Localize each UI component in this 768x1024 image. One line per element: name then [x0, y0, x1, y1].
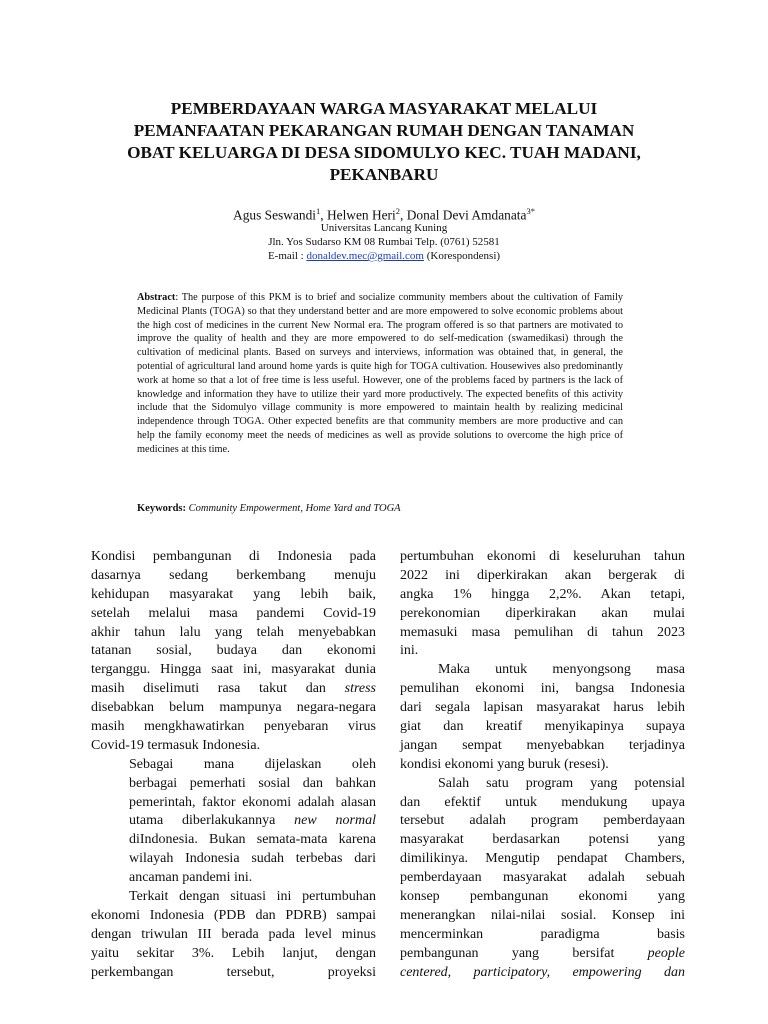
abstract-label: Abstract	[137, 292, 176, 303]
text-line	[91, 812, 376, 831]
text-line: perekonomian diperkirakan akan mulai	[400, 605, 685, 621]
affiliation-email-line	[100, 249, 668, 263]
text-line: kehidupan masyarakat yang lebih baik,	[91, 586, 376, 602]
paragraph	[91, 548, 376, 756]
text-line: konsep pembangunan ekonomi yang	[400, 889, 685, 905]
text-line: dari segala lapisan masyarakat harus lebih	[400, 700, 685, 716]
text-line: Sebagai mana dijelaskan oleh	[129, 756, 376, 772]
paragraph	[91, 756, 376, 888]
keywords-label: Keywords:	[137, 503, 186, 514]
author-affiliation-mark: 1	[316, 206, 321, 216]
text-line: tersebut adalah program pemberdayaan	[400, 813, 685, 829]
text-line: Kondisi pembangunan di Indonesia pada	[91, 549, 376, 564]
email-prefix: E-mail :	[267, 250, 307, 262]
abstract-text: : The purpose of this PKM is to brief and socialize community members about the cultivation of Family Medicinal Plants (TOGA) so that they understand better and are more empowered to solve economic problems about the high cost of medicines in the current New Normal era. The program offered is so that partners are motivated to improve the quality of health and they are more empowered to do self-medication (swamedikasi) through the cultivation of medicinal plants. Based on surveys and interviews, information was obtained that, in general, the potential of agricultural land around home yards is quite high for TOGA cultivation. Housewives also predominantly work at home so that a lot of free time is less useful. However, one of the problems faced by partners is the lack of knowledge and information they have to utilize their yard more productively. The expected benefits of this activity include that the Sidomulyo village community is more empowered to maintain health by realizing medicinal independence through TOGA. Other expected benefits are that community members are more productive and can help the family economy meet the needs of medicines as well as provide solutions to overcome the high price of medicines at this time.	[137, 292, 623, 455]
author-name: Donal Devi Amdanata	[406, 207, 527, 223]
text-line: jangan sempat menyebabkan terjadinya	[400, 737, 685, 753]
affiliation-university: Universitas Lancang Kuning	[320, 222, 448, 234]
text-line: dengan triwulan III berada pada level minus	[91, 926, 376, 942]
text-line: Salah satu program yang potensial	[438, 775, 685, 791]
text-line: setelah melalui masa pandemi Covid-19	[91, 605, 376, 621]
text-line: memasuki masa pemulihan di tahun 2023	[400, 624, 685, 640]
text-line: pemulihan ekonomi ini, bangsa Indonesia	[400, 681, 685, 697]
text-line: mencerminkan paradigma basis	[400, 926, 685, 942]
paragraph	[400, 775, 685, 983]
text-line: Terkait dengan situasi ini pertumbuhan	[129, 889, 376, 905]
author-affiliation-mark: 2	[395, 206, 400, 216]
text-line: Maka untuk menyongsong masa	[438, 662, 685, 678]
text-line: dan efektif untuk mendukung upaya	[400, 794, 685, 810]
keywords	[137, 502, 623, 516]
text-line: angka 1% hingga 2,2%. Akan tetapi,	[400, 586, 685, 602]
italic-term: people	[647, 945, 685, 961]
text-line: ekonomi Indonesia (PDB dan PDRB) sampai	[91, 907, 376, 923]
text-line: masyarakat berdasarkan potensi yang	[400, 832, 685, 848]
text-line	[400, 945, 685, 964]
paragraph	[91, 888, 376, 982]
title-line: PEMBERDAYAAN WARGA MASYARAKAT MELALUI	[170, 99, 598, 118]
author-affiliation-mark: 3*	[526, 206, 535, 216]
author-name: Helwen Heri	[326, 207, 396, 223]
text-line: dimilikinya. Mengutip pendapat Chambers,	[400, 851, 685, 867]
text-line: dasarnya sedang berkembang menuju	[91, 567, 376, 583]
text-line: pemberdayaan masyarakat adalah sebuah	[400, 870, 685, 886]
email-link[interactable]: donaldev.mec@gmail.com	[306, 250, 424, 262]
text-line	[91, 680, 376, 699]
text-span: pembangunan yang bersifat	[400, 945, 615, 961]
author-list: Agus Seswandi$^1$, Helwen Heri$^2$, Donal Devi Amdanata$^{3*}$	[233, 206, 535, 223]
text-line: ancaman pandemi ini.	[129, 870, 253, 886]
title-line: OBAT KELUARGA DI DESA SIDOMULYO KEC. TUAH MADANI,	[127, 143, 641, 162]
italic-term: stress	[344, 681, 377, 697]
text-line: 2022 ini diperkirakan akan bergerak di	[400, 567, 685, 583]
text-line: yaitu sekitar 3%. Lebih lanjut, dengan	[91, 945, 376, 961]
body-column-right	[400, 548, 685, 982]
affiliation-address: Jln. Yos Sudarso KM 08 Rumbai Telp. (0761) 52581	[268, 236, 500, 248]
text-span: utama diberlakukannya	[129, 813, 276, 829]
text-line	[400, 964, 685, 983]
italic-term: centered, participatory, empowering dan	[400, 964, 685, 980]
text-line: menerangkan nilai-nilai sosial. Konsep ini	[400, 907, 685, 923]
title-line: PEMANFAATAN PEKARANGAN RUMAH DENGAN TANAMAN	[133, 121, 635, 140]
abstract	[137, 291, 623, 457]
paragraph	[400, 548, 685, 661]
text-line: berbagai pemerhati sosial dan bahkan	[129, 775, 376, 791]
text-line: kondisi ekonomi yang buruk (resesi).	[400, 756, 609, 772]
text-line: masih mengkhawatirkan penyebaran virus	[91, 719, 376, 735]
text-line: pertumbuhan ekonomi di keseluruhan tahun	[400, 549, 685, 564]
paper-title	[90, 98, 678, 186]
text-line: ini.	[400, 643, 419, 659]
email-suffix: (Korespondensi)	[423, 250, 501, 262]
text-line: pemerintah, faktor ekonomi adalah alasan	[129, 794, 376, 810]
title-line: PEKANBARU	[329, 165, 439, 184]
text-line: perkembangan tersebut, proyeksi	[91, 964, 376, 980]
body-column-left	[91, 548, 376, 982]
text-line: diIndonesia. Bukan semata-mata karena	[129, 832, 376, 848]
italic-term: new normal	[294, 813, 376, 829]
text-span: masih diselimuti rasa takut dan	[91, 681, 326, 697]
text-line: Covid-19 termasuk Indonesia.	[91, 737, 261, 753]
keywords-text: Community Empowerment, Home Yard and TOGA	[188, 503, 401, 514]
text-line: giat dan kreatif menyikapinya supaya	[400, 719, 685, 735]
text-line: tatanan sosial, budaya dan ekonomi	[91, 643, 376, 659]
text-line: wilayah Indonesia sudah terbebas dari	[129, 851, 376, 867]
author-name: Agus Seswandi	[233, 207, 316, 223]
text-line: akhir tahun lalu yang telah menyebabkan	[91, 624, 376, 640]
text-line: disebabkan belum mampunya negara-negara	[91, 700, 376, 716]
paragraph	[400, 661, 685, 774]
text-line: terganggu. Hingga saat ini, masyarakat dunia	[91, 662, 376, 678]
